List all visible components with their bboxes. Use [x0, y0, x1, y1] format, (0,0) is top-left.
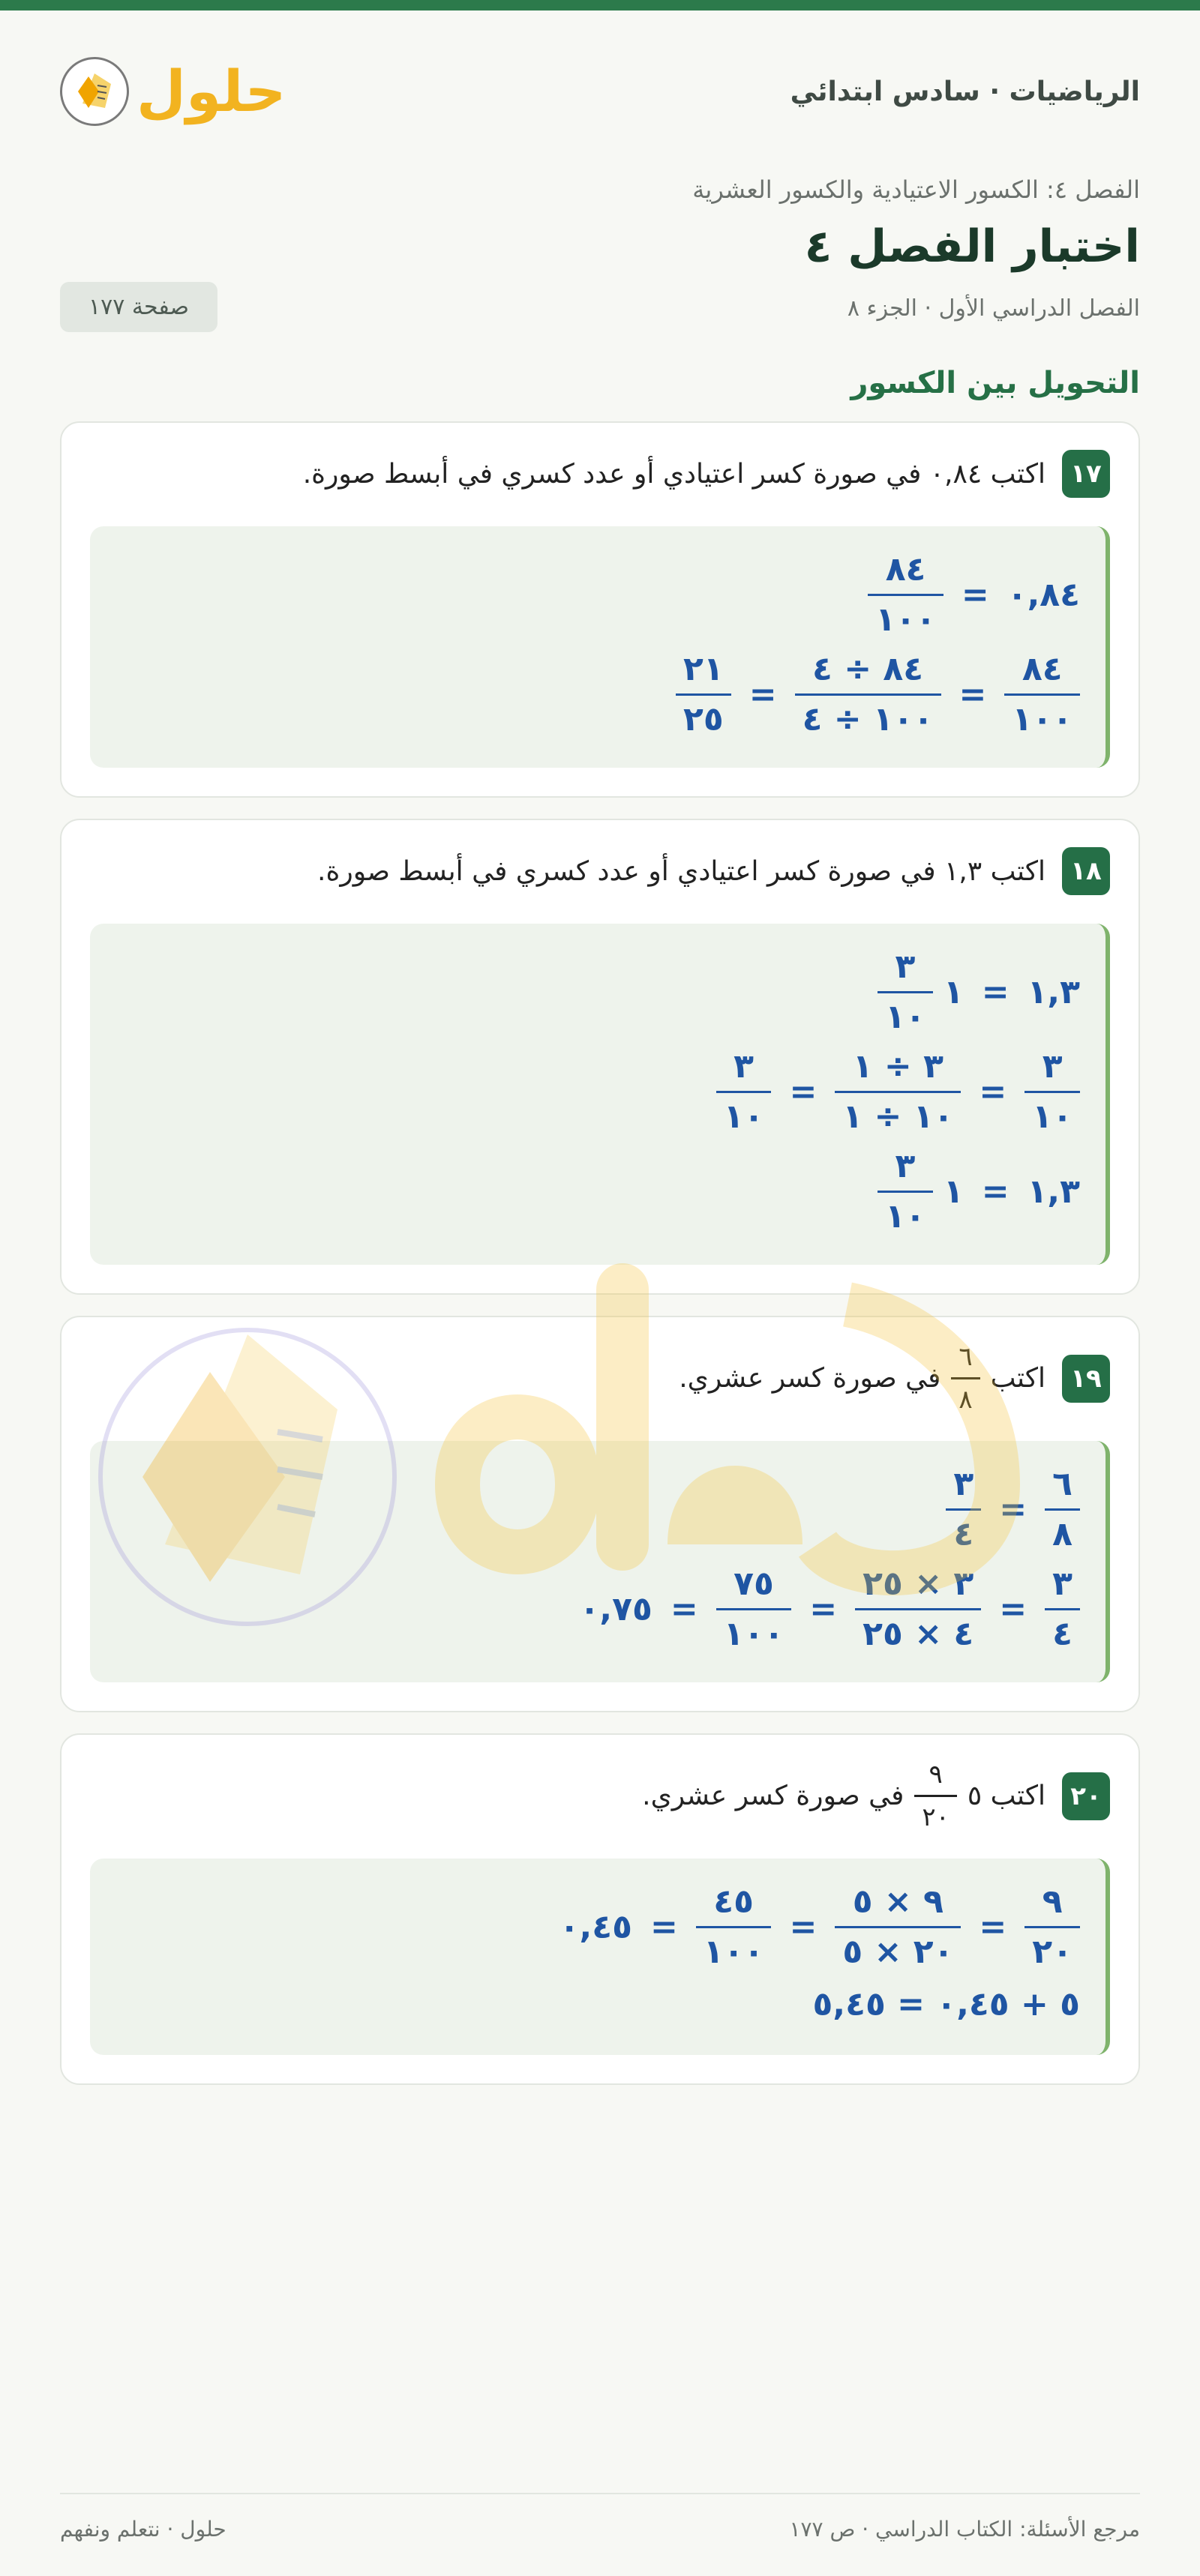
decimal-value: ٠,٨٤	[1006, 576, 1080, 614]
subject-label: الرياضيات · سادس ابتدائي	[790, 76, 1140, 107]
equals-sign: =	[979, 1073, 1007, 1111]
logo-wordmark: حلول	[136, 58, 286, 124]
denominator: ١٠	[716, 1091, 772, 1134]
equals-sign: =	[979, 1908, 1007, 1946]
chapter-label: الفصل ٤: الكسور الاعتيادية والكسور العشرية	[692, 175, 1140, 204]
decimal-value: ١,٣	[1027, 1173, 1080, 1211]
numerator: ٧٥	[734, 1565, 774, 1603]
question-text-after: في صورة كسر عشري.	[679, 1363, 941, 1394]
denominator: ١٠	[878, 991, 933, 1034]
numerator: ٩	[1042, 1883, 1063, 1921]
solution-box	[90, 924, 1110, 1265]
numerator: ٩ × ٥	[852, 1883, 944, 1921]
book-icon	[60, 57, 129, 126]
denominator: ١٠٠	[1004, 693, 1080, 736]
fraction	[951, 1342, 980, 1415]
denominator: ٨	[951, 1377, 980, 1412]
numerator: ٢١	[683, 650, 724, 688]
numerator: ٣	[895, 1147, 916, 1185]
numerator: ٨٤	[1022, 650, 1063, 688]
denominator: ١٠ ÷ ١	[835, 1091, 961, 1134]
fraction	[946, 1465, 981, 1553]
decimal-value: ٠,٤٥	[559, 1908, 632, 1946]
solution-line	[116, 1985, 1080, 2023]
fraction	[835, 1883, 961, 1971]
equals-sign: =	[999, 1590, 1028, 1628]
fraction	[914, 1762, 957, 1830]
numerator: ٣	[895, 948, 916, 986]
fraction	[795, 650, 941, 738]
solution-line	[116, 948, 1080, 1036]
fraction	[835, 1047, 961, 1136]
question-card-18	[60, 819, 1140, 1295]
question-number: ١٩	[1062, 1355, 1110, 1403]
fraction	[716, 1565, 792, 1653]
numerator: ٦	[958, 1342, 973, 1372]
fraction	[878, 948, 933, 1036]
solution-box	[90, 1859, 1110, 2055]
fraction	[676, 650, 731, 738]
solution-line	[116, 1465, 1080, 1553]
solution-line	[116, 1147, 1080, 1236]
footer-brand: حلول · نتعلم ونفهم	[60, 2517, 226, 2542]
numerator: ٣ × ٢٥	[862, 1565, 974, 1603]
solution-line	[116, 1565, 1080, 1653]
question-text-before: اكتب	[990, 1363, 1046, 1394]
fraction	[1045, 1465, 1080, 1553]
equals-sign: =	[650, 1908, 678, 1946]
question-header	[90, 847, 1110, 895]
denominator: ١٠٠	[696, 1926, 772, 1969]
question-number: ١٧	[1062, 450, 1110, 498]
denominator: ٤	[1045, 1608, 1080, 1651]
fraction	[878, 1147, 933, 1236]
equals-sign: =	[958, 675, 987, 714]
numerator: ٣ ÷ ١	[852, 1047, 944, 1086]
mixed-number	[878, 948, 964, 1036]
fraction	[1024, 1047, 1080, 1136]
solution-box	[90, 1441, 1110, 1682]
denominator: ٤ × ٢٥	[855, 1608, 981, 1651]
equals-sign: =	[670, 1590, 698, 1628]
whole-part: ١	[943, 1173, 964, 1211]
fraction	[1024, 1883, 1080, 1971]
solution-line	[116, 550, 1080, 639]
fraction	[868, 550, 944, 639]
question-number: ٢٠	[1062, 1772, 1110, 1820]
denominator: ٢٠ × ٥	[835, 1926, 961, 1969]
equals-sign: =	[981, 1173, 1010, 1211]
numerator: ٣	[734, 1047, 754, 1086]
denominator: ١٠٠	[868, 594, 944, 637]
denominator: ٤	[946, 1508, 981, 1551]
page-header	[60, 10, 1140, 123]
question-header	[90, 1762, 1110, 1830]
numerator: ٨٤	[885, 550, 926, 589]
footer-source: مرجع الأسئلة: الكتاب الدراسي · ص ١٧٧	[789, 2517, 1140, 2542]
numerator: ٣	[953, 1465, 974, 1503]
denominator: ١٠	[878, 1191, 933, 1233]
page-title: اختبار الفصل ٤	[804, 220, 1140, 273]
question-text	[679, 1342, 1046, 1415]
term-label: الفصل الدراسي الأول · الجزء ٨	[847, 295, 1140, 322]
page	[0, 10, 1200, 2085]
page-badge: صفحة ١٧٧	[60, 282, 218, 332]
numerator: ٤٥	[713, 1883, 754, 1921]
fraction	[1004, 650, 1080, 738]
question-number: ١٨	[1062, 847, 1110, 895]
question-text	[642, 1762, 1046, 1830]
numerator: ٦	[1052, 1465, 1072, 1503]
section-title: التحويل بين الكسور	[850, 366, 1140, 400]
equals-sign: =	[748, 675, 777, 714]
denominator: ١٠٠ ÷ ٤	[795, 693, 941, 736]
equals-sign: =	[999, 1490, 1028, 1529]
fraction	[855, 1565, 981, 1653]
fraction	[716, 1047, 772, 1136]
denominator: ١٠	[1024, 1091, 1080, 1134]
denominator: ٢٥	[676, 693, 731, 736]
whole-part: ١	[943, 973, 964, 1011]
numerator: ٨٤ ÷ ٤	[812, 650, 924, 688]
question-header	[90, 450, 1110, 498]
numerator: ٩	[928, 1760, 943, 1790]
question-card-17	[60, 421, 1140, 798]
numerator: ٣	[1042, 1047, 1063, 1086]
brand-logo[interactable]	[60, 57, 286, 126]
equals-sign: =	[789, 1908, 818, 1946]
fraction	[696, 1883, 772, 1971]
decimal-value: ٠,٧٥	[579, 1590, 652, 1628]
question-text: اكتب ١,٣ في صورة كسر اعتيادي أو عدد كسري في أبسط صورة.	[317, 855, 1046, 887]
question-card-20	[60, 1733, 1140, 2085]
fraction	[1045, 1565, 1080, 1653]
numerator: ٣	[1052, 1565, 1072, 1603]
equals-sign: =	[789, 1073, 818, 1111]
denominator: ٨	[1045, 1508, 1080, 1551]
solution-line	[116, 650, 1080, 738]
denominator: ٢٠	[1024, 1926, 1080, 1969]
top-accent-bar	[0, 0, 1200, 10]
mixed-number	[878, 1147, 964, 1236]
question-card-19	[60, 1316, 1140, 1712]
solution-line	[116, 1047, 1080, 1136]
question-text-after: في صورة كسر عشري.	[642, 1781, 904, 1811]
equals-sign: =	[961, 576, 989, 614]
denominator: ٢٠	[914, 1795, 957, 1830]
decimal-value: ١,٣	[1027, 973, 1080, 1011]
solution-line	[116, 1883, 1080, 1971]
question-text: اكتب ٠,٨٤ في صورة كسر اعتيادي أو عدد كسري في أبسط صورة.	[302, 458, 1046, 490]
question-text-before: اكتب ٥	[967, 1781, 1046, 1811]
equals-sign: =	[981, 973, 1010, 1011]
denominator: ١٠٠	[716, 1608, 792, 1651]
equals-sign: =	[809, 1590, 838, 1628]
solution-box	[90, 526, 1110, 768]
question-header	[90, 1342, 1110, 1415]
meta-row	[60, 280, 1140, 340]
sum-expression: ٥ + ٠,٤٥ = ٥,٤٥	[812, 1985, 1080, 2023]
page-footer	[60, 2493, 1140, 2542]
